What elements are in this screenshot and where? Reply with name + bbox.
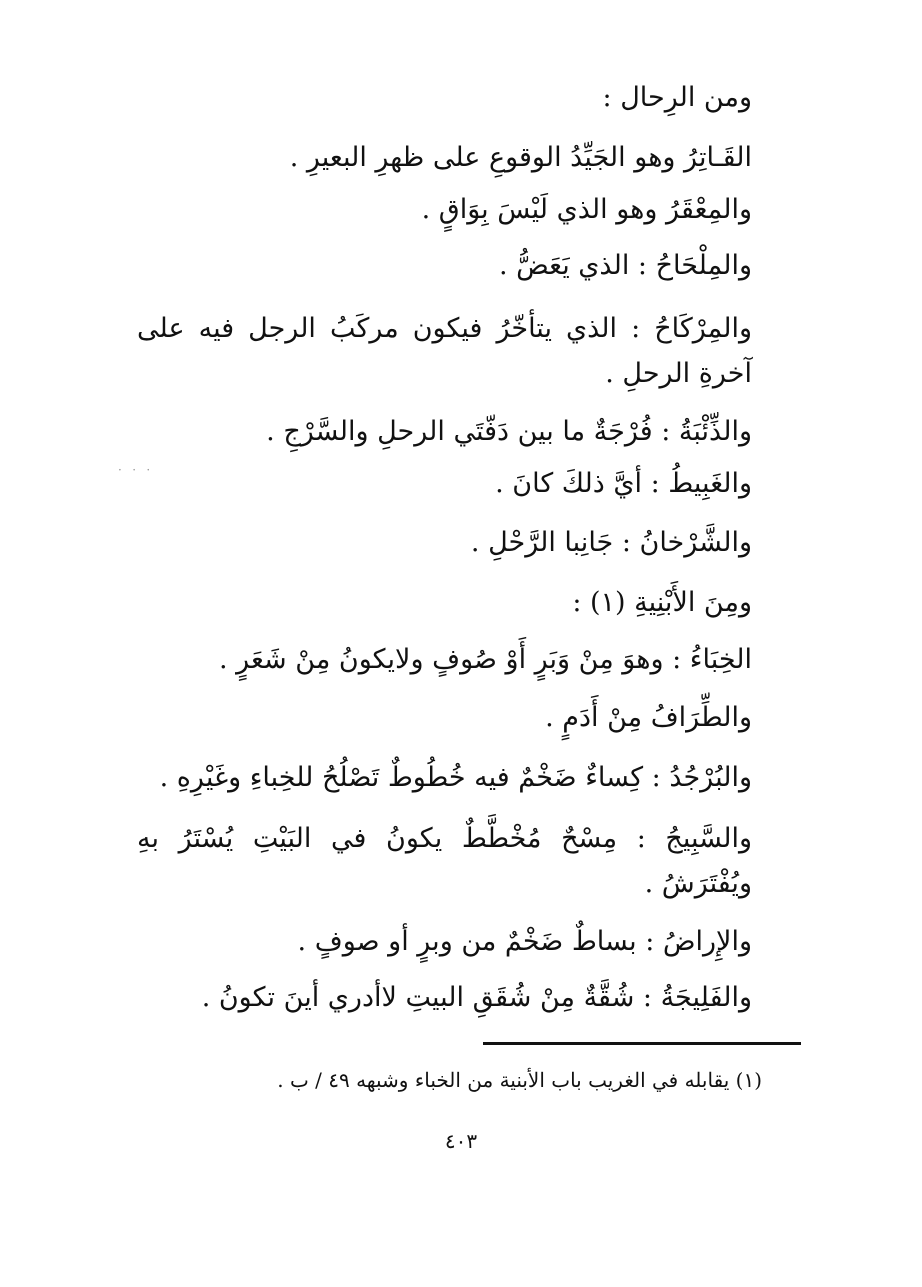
entry-qatir: القَـاتِرُ وهو الجَيِّدُ الوقوعِ على ظهرِ البعيرِ .: [289, 142, 752, 173]
entry-miqar: والمِعْقَرُ وهو الذي لَيْسَ بِوَاقٍ .: [421, 194, 752, 225]
entry-sharkhan: والشَّرْخانُ : جَانِبا الرَّحْلِ .: [470, 527, 752, 558]
entry-khiba: الخِبَاءُ : وهوَ مِنْ وَبَرٍ أَوْ صُوفٍ ولايكونُ مِنْ شَعَرٍ .: [218, 644, 752, 675]
section-heading-tents: ومِنَ الأَبْنِيةِ (١) :: [572, 587, 752, 618]
footnote-separator: [483, 1042, 801, 1045]
entry-irad: والإِراضُ : بساطٌ ضَخْمٌ من وبرٍ أو صوفٍ .: [297, 926, 752, 957]
entry-dhiba: والذِّئْبَةُ : فُرْجَةٌ ما بين دَفّتَي الرحلِ والسَّرْجِ .: [266, 416, 752, 447]
entry-milhah: والمِلْحَاحُ : الذي يَعَضُّ .: [498, 250, 752, 281]
entry-burjud: والبُرْجُدُ : كِساءٌ ضَخْمٌ فيه خُطُوطٌ تَصْلُحُ للخِباءِ وغَيْرِهِ .: [159, 762, 752, 793]
footnote: (١) يقابله في الغريب باب الأبنية من الخباء وشبهه ٤٩ / ب .: [277, 1068, 762, 1092]
section-heading-saddles: ومن الرِحال :: [602, 82, 752, 113]
entry-mirkah: والمِرْكَاحُ : الذي يتأخّرُ فيكون مركَبُ الرجل فيه على آخرةِ الرحلِ .: [137, 313, 752, 389]
entry-tiraf: والطِّرَافُ مِنْ أَدَمٍ .: [545, 702, 752, 733]
page-number: ٤٠٣: [444, 1129, 478, 1153]
entry-ghabit: والغَبِيطُ : أيَّ ذلكَ كانَ .: [495, 468, 752, 499]
entry-sabij: والسَّبِيجُ : مِسْحٌ مُخْطَّطٌ يكونُ في البَيْتِ يُسْتَرُ بهِ ويُفْتَرَشُ .: [137, 823, 752, 899]
entry-falija: والفَلِيجَةُ : شُقَّةٌ مِنْ شُقَقِ البيتِ لاأدري أينَ تكونُ .: [201, 982, 752, 1013]
scan-specks: · · ·: [118, 463, 155, 477]
